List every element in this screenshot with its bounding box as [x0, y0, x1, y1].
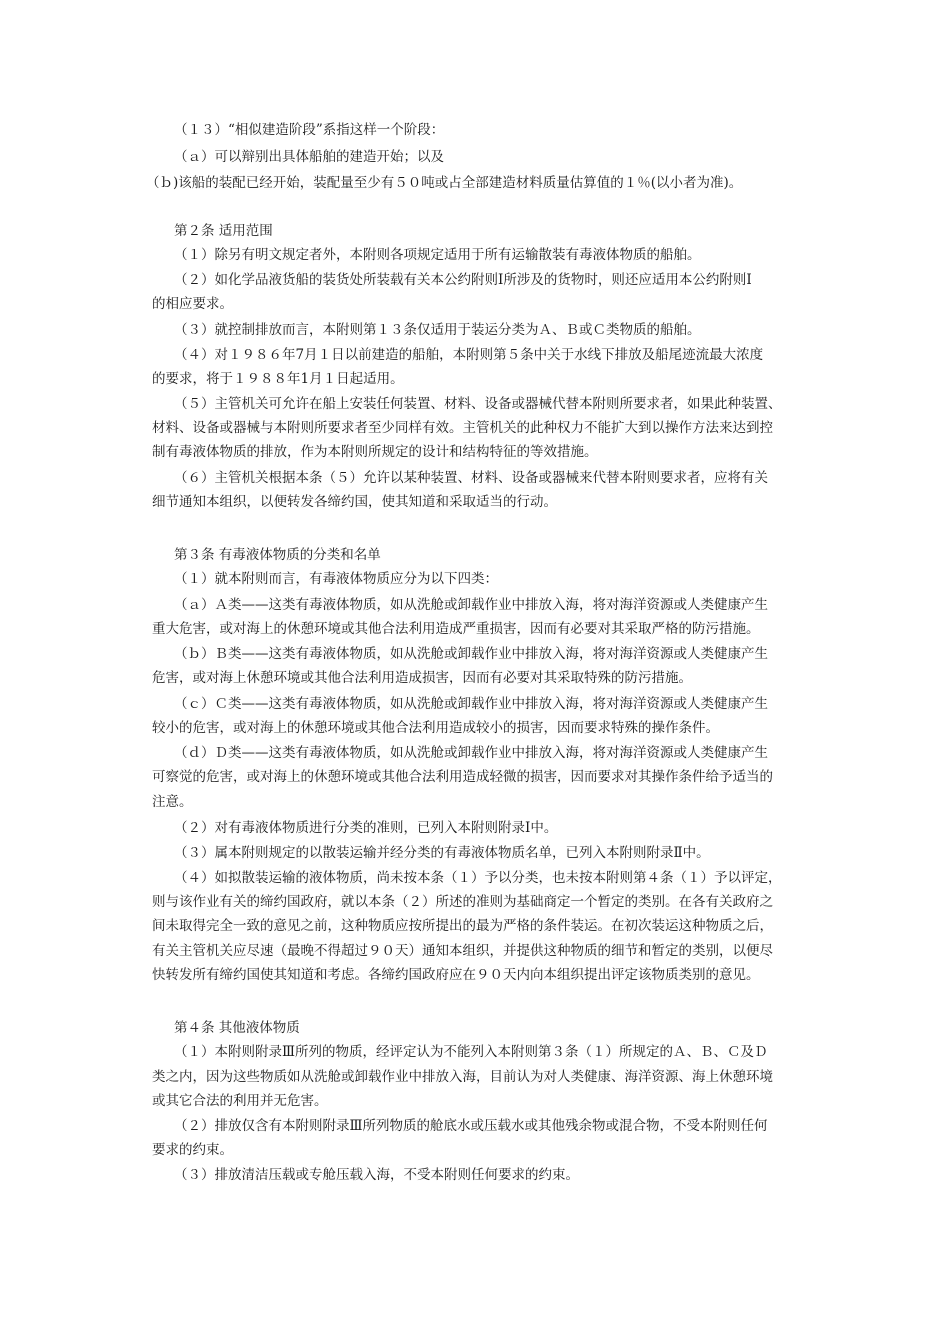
text-line: （６）主管机关根据本条（５）允许以某种装置、材料、设备或器械来代替本附则要求者，应将有关	[174, 470, 768, 486]
text-line: （２）排放仅含有本附则附录Ⅲ所列物质的舱底水或压载水或其他残余物或混合物，不受本附则任何	[174, 1118, 768, 1134]
text-line: 较小的危害，或对海上的休憩环境或其他合法利用造成较小的损害，因而要求特殊的操作条件。	[152, 720, 719, 736]
text-line: 材料、设备或器械与本附则所要求者至少同样有效。主管机关的此种权力不能扩大到以操作方法来达到控	[152, 420, 773, 436]
text-line: （ｄ）Ｄ类——这类有毒液体物质，如从洗舱或卸载作业中排放入海，将对海洋资源或人类健康产生	[174, 745, 768, 761]
text-line: （１３）“相似建造阶段”系指这样一个阶段：	[174, 122, 445, 138]
text-line: 制有毒液体物质的排放，作为本附则所规定的设计和结构特征的等效措施。	[152, 444, 598, 460]
text-line: （２）对有毒液体物质进行分类的准则，已列入本附则附录Ⅰ中。	[174, 820, 558, 836]
text-line: （４）如拟散装运输的液体物质，尚未按本条（１）予以分类，也未按本附则第４条（１）予以评定，	[174, 870, 782, 886]
text-line: 要求的约束。	[152, 1142, 233, 1158]
text-line: （ｃ）Ｃ类——这类有毒液体物质，如从洗舱或卸载作业中排放入海，将对海洋资源或人类健康产生	[174, 696, 768, 712]
text-line: 则与该作业有关的缔约国政府，就以本条（２）所述的准则为基础商定一个暂定的类别。在各有关政府之	[152, 894, 773, 910]
text-line: （３）属本附则规定的以散装运输并经分类的有毒液体物质名单，已列入本附则附录Ⅱ中。	[174, 845, 710, 861]
text-line: （１）就本附则而言，有毒液体物质应分为以下四类：	[174, 571, 498, 587]
text-line: （ｂ）Ｂ类——这类有毒液体物质，如从洗舱或卸载作业中排放入海，将对海洋资源或人类健康产生	[174, 646, 768, 662]
text-line: （３）就控制排放而言，本附则第１３条仅适用于装运分类为Ａ、Ｂ或Ｃ类物质的船舶。	[174, 322, 701, 338]
text-line: （３）排放清洁压载或专舱压载入海，不受本附则任何要求的约束。	[174, 1167, 579, 1183]
text-line: （ｂ)该船的装配已经开始，装配量至少有５０吨或占全部建造材料质量估算值的１％(以小者为准)。	[146, 175, 743, 191]
text-line: （１）除另有明文规定者外，本附则各项规定适用于所有运输散装有毒液体物质的船舶。	[174, 247, 701, 263]
text-line: 细节通知本组织，以便转发各缔约国，使其知道和采取适当的行动。	[152, 494, 557, 510]
text-line: 类之内，因为这些物质如从洗舱或卸载作业中排放入海，目前认为对人类健康、海洋资源、海上休憩环境	[152, 1069, 773, 1085]
text-line: 间未取得完全一致的意见之前，这种物质应按所提出的最为严格的条件装运。在初次装运这种物质之后，	[152, 918, 773, 934]
text-line: 快转发所有缔约国使其知道和考虑。各缔约国政府应在９０天内向本组织提出评定该物质类别的意见。	[152, 967, 760, 983]
text-line: （５）主管机关可允许在船上安装任何装置、材料、设备或器械代替本附则所要求者，如果此种装置、	[174, 396, 782, 412]
text-line: （１）本附则附录Ⅲ所列的物质，经评定认为不能列入本附则第３条（１）所规定的Ａ、Ｂ、Ｃ及Ｄ	[174, 1044, 768, 1060]
text-line: （ａ）可以辩别出具体船舶的建造开始；以及	[174, 149, 444, 165]
text-line: 可察觉的危害，或对海上的休憩环境或其他合法利用造成轻微的损害，因而要求对其操作条件给予适当的	[152, 769, 773, 785]
text-line: （ａ）Ａ类——这类有毒液体物质，如从洗舱或卸载作业中排放入海，将对海洋资源或人类健康产生	[174, 597, 768, 613]
section-heading: 第２条 适用范围	[174, 223, 273, 239]
text-line: 有关主管机关应尽速（最晚不得超过９０天）通知本组织，并提供这种物质的细节和暂定的类别，以便尽	[152, 943, 773, 959]
text-line: （４）对１９８６年7月１日以前建造的船舶，本附则第５条中关于水线下排放及船尾迹流最大浓度	[174, 347, 764, 363]
section-heading: 第３条 有毒液体物质的分类和名单	[174, 547, 381, 563]
text-line: （２）如化学品液货船的装货处所装载有关本公约附则Ⅰ所涉及的货物时，则还应适用本公约附则Ⅰ	[174, 272, 752, 288]
text-line: 的要求，将于１９８８年1月１日起适用。	[152, 371, 404, 387]
text-line: 重大危害，或对海上的休憩环境或其他合法利用造成严重损害，因而有必要对其采取严格的防污措施。	[152, 621, 760, 637]
section-heading: 第４条 其他液体物质	[174, 1020, 300, 1036]
text-line: 危害，或对海上休憩环境或其他合法利用造成损害，因而有必要对其采取特殊的防污措施。	[152, 670, 692, 686]
text-line: 注意。	[152, 794, 193, 810]
text-line: 的相应要求。	[152, 296, 233, 312]
text-line: 或其它合法的利用并无危害。	[152, 1093, 328, 1109]
